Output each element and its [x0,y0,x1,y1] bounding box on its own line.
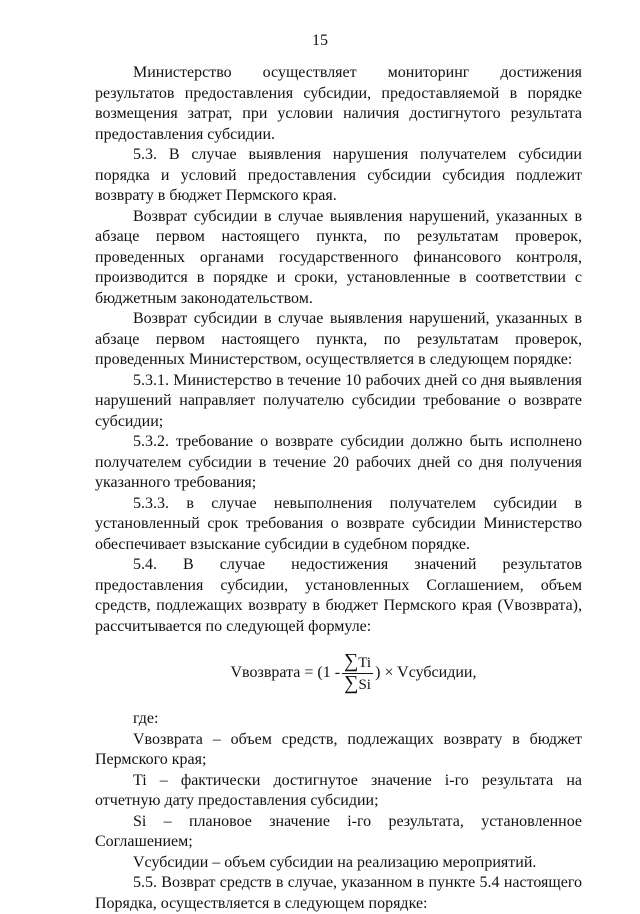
page-number: 15 [312,32,328,49]
paragraph: Si – плановое значение i-го результата, установленное Соглашением; [95,812,582,850]
paragraph: 5.3. В случае выявления нарушения получателем субсидии порядка и условий предоставления субсидии субсидия подлежит возврату в бюджет Пермского края. [95,146,582,204]
sum-symbol: ∑ [344,649,359,672]
formula-denominator: Si [358,676,371,693]
paragraph: Возврат субсидии в случае выявления нарушений, указанных в абзаце первом настоящего пункта, по результатам проверок, проведенных органами государственного финансового контроля, производится в порядке и сроки, установленные в соответствии с бюджетным законодательством. [95,207,582,307]
formula-numerator: Ti [358,654,372,671]
sum-symbol: ∑ [344,671,359,694]
formula-fraction [342,649,373,695]
refund-formula [95,637,582,709]
document-body [95,63,582,914]
paragraph: 5.3.1. Министерство в течение 10 рабочих дней со дня выявления нарушений направляет получателю субсидии требование о возврате субсидии; [95,371,582,430]
paragraph: 5.3.2. требование о возврате субсидии должно быть исполнено получателем субсидии в течение 20 рабочих дней со дня получения указанного требования; [95,433,582,491]
paragraph: Vвозврата – объем средств, подлежащих возврату в бюджет Пермского края; [95,730,582,768]
where-label: где: [133,710,159,727]
paragraph: 5.3.3. в случае невыполнения получателем субсидии в установленный срок требования о возврате субсидии Министерство обеспечивает взыскание субсидии в судебном порядке. [95,494,582,553]
formula-rhs: ) × Vсубсидии, [375,663,477,681]
formula-lhs: Vвозврата = (1 - [230,663,341,681]
paragraph: Vсубсидии – объем субсидии на реализацию мероприятий. [133,853,537,871]
paragraph: Ti – фактически достигнутое значение i-го результата на отчетную дату предоставления субсидии; [95,771,582,809]
paragraph: 5.5. Возврат средств в случае, указанном в пункте 5.4 настоящего Порядка, осуществляется в следующем порядке: [95,874,582,912]
formula-numerator-group [342,649,373,674]
paragraph: Возврат субсидии в случае выявления нарушений, указанных в абзаце первом настоящего пункта, по результатам проверок, проведенных Министерством, осуществляется в следующем порядке: [95,310,582,368]
formula-denominator-group [342,671,373,695]
paragraph: 5.4. В случае недостижения значений результатов предоставления субсидии, установленных Соглашением, объем средств, подлежащих возврату в бюджет Пермского края (Vвозврата), рассчитывается по следующей формуле: [95,556,582,635]
paragraph: Министерство осуществляет мониторинг достижения результатов предоставления субсидии, предоставляемой в порядке возмещения затрат, при условии наличия достигнутого результата предоставления субсидии. [95,64,582,143]
